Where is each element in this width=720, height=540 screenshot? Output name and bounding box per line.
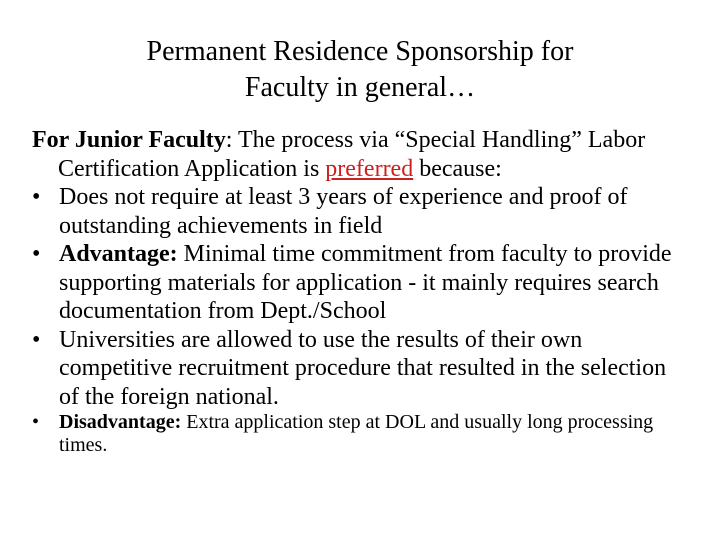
intro-label: For Junior Faculty (32, 127, 226, 153)
slide-title-line-1: Permanent Residence Sponsorship for (146, 36, 574, 67)
bullet-label: Disadvantage: (59, 411, 182, 433)
bullet-label: Advantage: (59, 241, 178, 267)
intro-text-after: because: (413, 155, 502, 182)
bullet-text: Does not require at least 3 years of experience and proof of outstanding achievements in field (59, 184, 628, 239)
slide-body (32, 126, 692, 457)
bullet-text: Universities are allowed to use the results of their own competitive recruitment procedure that resulted in the selection of the foreign national. (59, 326, 667, 410)
intro-text-before: : The process via “Special Handling” Labor Certification Application is (58, 127, 646, 182)
bullet-item-recruitment (32, 326, 692, 412)
bullet-text: Minimal time commitment from faculty to provide supporting materials for application - it mainly requires search documentation from Dept./School (59, 241, 672, 324)
bullet-icon: • (32, 411, 40, 433)
slide-title (0, 34, 720, 106)
bullet-item-advantage (32, 240, 692, 326)
bullet-item-requirements (32, 183, 692, 240)
slide-title-line-2: Faculty in general… (244, 72, 476, 103)
bullet-list (32, 183, 692, 457)
bullet-icon: • (32, 184, 41, 210)
intro-emphasis: preferred (325, 155, 414, 182)
bullet-icon: • (32, 241, 41, 267)
intro-paragraph (32, 126, 692, 183)
bullet-icon: • (32, 326, 41, 353)
bullet-item-disadvantage (32, 411, 692, 457)
bullet-text: Extra application step at DOL and usually long processing times. (59, 411, 654, 456)
